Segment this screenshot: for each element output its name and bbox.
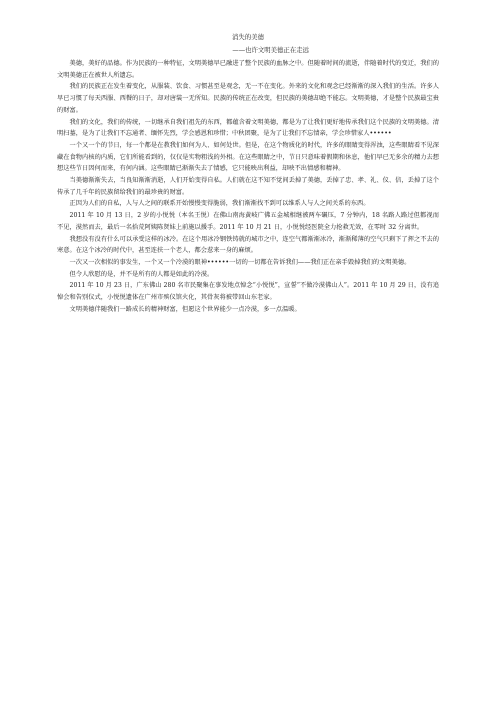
paragraph: 2011 年 10 月 13 日，2 岁的小悦悦（本名王悦）在佛山南海黄岐广佛五金城相继被两车碾压，7 分钟内，18 名路人路过但都视而不见，漠然而去，最后一名拾荒阿姨陈贤妹上前施以援手。2011 年 10 月 21 日，小悦悦经医院全力抢救无效，在零时 32 分离世。 bbox=[57, 212, 439, 231]
paragraph: 我们的文化，我们的传统，一切继承自我们祖先的东西，都蕴含着文明美德，都是为了让我们更好地传承我们这个民族的文明美德。清明扫墓，是为了让我们不忘通者、缅怀先烈，学会感恩和珍惜；中秋团聚，是为了让我们不忘情亲，学会珍惜家人•••••• bbox=[57, 118, 439, 138]
paragraph: 正因为人们的自私，人与人之间的联系开始慢慢变得脆弱，我们渐渐找不到可以维系人与人之间关系的东西。 bbox=[69, 200, 370, 208]
paragraph: 我想没有没有什么可以承受这样的冰冷。在这个用冰冷钢铁铸就的城市之中，连空气都渐渐冰冷，渐渐稀薄的空气只剩下了挥之不去的寒意。在这个冰冷的时代中，甚至连扶一个老人，都会惹来一身的麻烦。 bbox=[57, 235, 439, 255]
paragraph: 一个又一个的节日，每一个都是在教我们如何为人、如何处世。但是，在这个物质化的时代，许多的眼睛变得浑浊，这些眼睛看不见深藏在食物内核的内质，它们所能看到的，仅仅是实物粗浅的外相。在这些眼睛之中，节日只意味着假期和休息，他们早已无多余的精力去想想这些节日因何而来，有何内涵。这些眼睛已渐渐失去了情感，它只能映出利益，却映不出情感和精神。 bbox=[57, 141, 439, 173]
paragraph: 当美德渐渐失去，当良知渐渐消逝，人们开始变得自私。人们就在这不知不觉间丢掉了美德，丢掉了忠、孝、礼、仪、信，丢掉了这个传承了几千年的民族留给我们的最珍贵的财富。 bbox=[57, 177, 439, 196]
document-subtitle: ——也许文明美德正在走远 bbox=[232, 46, 309, 54]
paragraph: 但令人欣慰的是，并不是所有的人都是如此的冷漠。 bbox=[69, 270, 214, 278]
document-title: 消失的美德 bbox=[232, 33, 264, 41]
paragraph: 2011 年 10 月 23 日，广东佛山 280 名市民聚集在事发地点悼念“小悦悦”，宣誓“不做冷漠佛山人”。2011 年 10 月 29 日，没有追悼会和告别仪式，小悦悦遗体在广州市殡仪馆火化，其骨灰将被带回山东老家。 bbox=[57, 282, 439, 302]
document-page bbox=[57, 32, 439, 315]
paragraph: 文明美德伴随我们一路成长的精神财富，但愿这个世界能少一点冷漠，多一点温暖。 bbox=[69, 305, 301, 313]
paragraph: 一次又一次相似的事发生，一个又一个冷漠的眼神••••••一切的一切都在告诉我们——我们正在亲手毁掉我们的文明美德。 bbox=[69, 258, 411, 266]
document-body bbox=[57, 58, 439, 315]
paragraph: 美德，美好的品德。作为民族的一种特征，文明美德早已融进了整个民族的血脉之中。但随着时间的流逝，伴随着时代的变迁，我们的文明美德正在被世人所遗忘。 bbox=[57, 60, 439, 79]
paragraph: 我们的民族正在发生着变化，从服装、饮食、习惯甚至是观念，无一不在变化。外来的文化和观念已经渐渐的深入我们的生活。许多人早已习惯了每天西服、西餐的日子，却对唐装一无所知。民族的传统正在改变，但民族的美德却绝不能忘。文明美德，才是整个民族最宝贵的财富。 bbox=[57, 83, 439, 114]
